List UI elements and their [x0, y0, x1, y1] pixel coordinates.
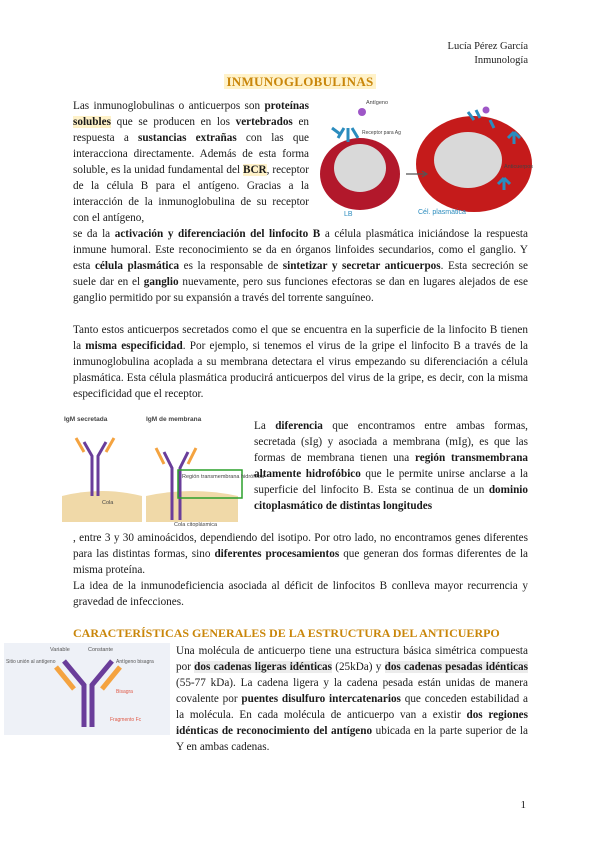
svg-text:Antígeno: Antígeno [366, 100, 389, 106]
svg-text:Fragmento Fc: Fragmento Fc [110, 717, 142, 723]
intro-paragraph: Las inmunoglobulinas o anticuerpos son proteínas solubles que se producen en los vertebrados en respuesta a sustancias extrañas con las que interacciona directamente. Además de esta forma soluble, es la unidad fundamental del BCR, receptor de la célula B para el antígeno. Gracias a la interacción de la inmunoglobulina de su receptor con el antígeno, [73, 100, 309, 224]
igm-forms-figure [62, 412, 264, 528]
section-title: CARACTERÍSTICAS GENERALES DE LA ESTRUCTURA DEL ANTICUERPO [73, 626, 500, 640]
svg-text:Anticuerpos: Anticuerpos [504, 164, 534, 170]
svg-text:LB: LB [344, 211, 353, 218]
svg-text:Cél. plasmática: Cél. plasmática [418, 209, 466, 216]
subject-name: Inmunología [474, 55, 528, 66]
svg-text:Variable: Variable [50, 647, 70, 653]
difference-paragraph-bottom: , entre 3 y 30 aminoácidos, dependiendo del isotipo. Por otro lado, no encontramos genes diferentes para las distintas formas, sino diferentes procesamientos que generan dos formas diferentes de la misma proteína. [73, 532, 529, 576]
page-header [448, 40, 528, 68]
svg-text:Antígeno bisagra: Antígeno bisagra [116, 659, 154, 665]
antibody-structure-figure [4, 643, 170, 735]
specificity-paragraph: Tanto estos anticuerpos secretados como el que se encuentra en la superficie de la linfocito B tienen la misma especificidad. Por ejemplo, si tenemos el virus de la gripe el linfocito B a través de la inmunoglobulina acoplada a su membrana detectara el virus empezando su diferenciación a célula plasmática. Esta célula plasmática producirá anticuerpos del virus de la gripe, es decir, con la misma especificidad que el receptor. [73, 324, 528, 400]
page-title: INMUNOGLOBULINAS [226, 74, 374, 89]
author-name: Lucía Pérez García [447, 41, 528, 52]
structure-paragraph-top: Una molécula de anticuerpo tiene una estructura básica simétrica compuesta por dos cadenas ligeras idénticas (25kDa) y dos cadenas pesadas idénticas (55-77 kDa). La cadena ligera y la cadena pesada están unidas de manera covalente por puentes disulfuro intercatenarios que conceden estabilidad a la molécula. En cada molécula de anticuerpo van a existir dos regiones idénticas de reconocimiento del antígeno ubicada en la parte superior de la Y en ambas cadenas. [176, 645, 528, 753]
svg-text:Bisagra: Bisagra [116, 689, 133, 695]
antigen-icon [358, 108, 366, 116]
svg-text:Constante: Constante [88, 647, 114, 653]
svg-text:Cola: Cola [102, 500, 114, 506]
immunodeficiency-paragraph: La idea de la inmunodeficiencia asociada al déficit de linfocitos B conlleva mayor recurrencia y gravedad de infecciones. [73, 580, 528, 608]
svg-text:IgM secretada: IgM secretada [64, 416, 108, 423]
svg-text:Receptor para Ag: Receptor para Ag [362, 130, 401, 136]
difference-paragraph-top: La diferencia que encontramos entre ambas formas, secretada (sIg) y asociada a membrana (mIg), es que las formas de membrana tienen una región transmembrana altamente hidrofóbico que le permite unirse anclarse a la superficie del linfocito B. Esta se continua de un dominio citoplasmático de distintas longitudes [254, 420, 529, 512]
page-number: 1 [520, 799, 526, 811]
svg-text:Cola citoplásmica: Cola citoplásmica [174, 522, 218, 528]
bcell-plasma-figure [318, 98, 536, 220]
svg-text:Región transmembrana hidrófoba: Región transmembrana hidrófoba [182, 474, 264, 480]
intro-paragraph-full: se da la activación y diferenciación del linfocito B a célula plasmática iniciándose la respuesta inmune humoral. Este reconocimiento se da en órganos linfoides secundarios, como el ganglio. Y esta célula plasmática es la responsable de sintetizar y secretar anticuerpos. Esta secreción se suele dar en el ganglio nuevamente, pero sus funciones efectoras se dan en lugares alejados de ese ganglio permitido por su expansión a través del torrente sanguíneo. [73, 228, 528, 304]
svg-text:Sitio unión al antígeno: Sitio unión al antígeno [6, 659, 56, 665]
svg-text:IgM de membrana: IgM de membrana [146, 416, 202, 423]
